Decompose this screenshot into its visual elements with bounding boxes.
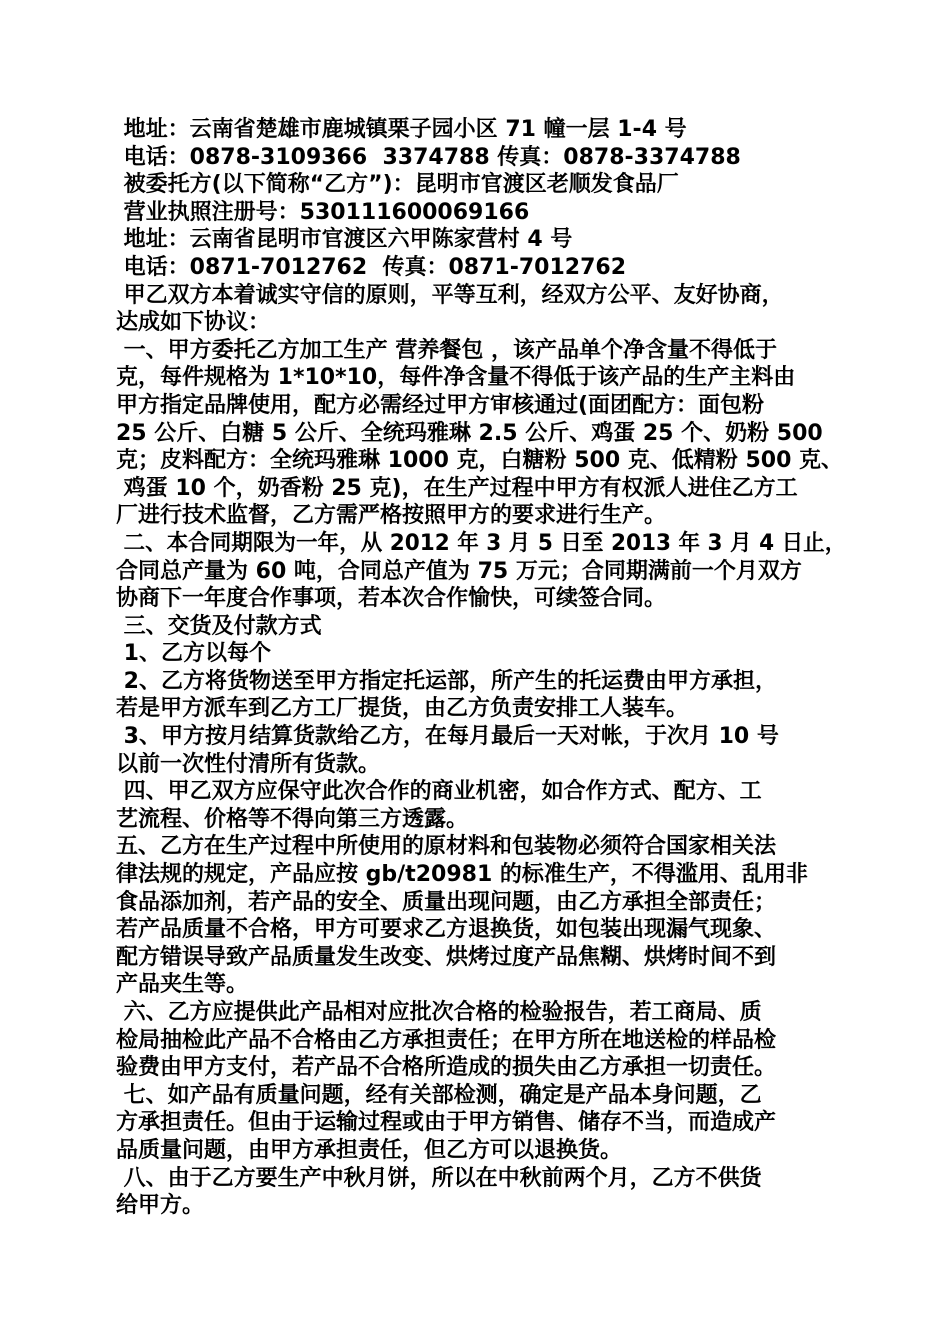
contract-text-line: 四、甲乙双方应保守此次合作的商业机密，如合作方式、配方、工 [116,779,762,805]
contract-text-line: 25 公斤、白糖 5 公斤、全统玛雅琳 2.5 公斤、鸡蛋 25 个、奶粉 500 [116,420,823,446]
contract-text-line: 二、本合同期限为一年，从 2012 年 3 月 5 日至 2013 年 3 月 4 日止， [116,530,847,556]
contract-text-line: 被委托方(以下简称“乙方”)：昆明市官渡区老顺发食品厂 [116,172,679,198]
contract-text-line: 协商下一年度合作事项，若本次合作愉快，可续签合同。 [116,586,667,612]
contract-text-line: 七、如产品有质量问题，经有关部检测，确定是产品本身问题，乙 [116,1082,762,1108]
contract-text-line: 品质量问题，由甲方承担责任，但乙方可以退换货。 [116,1137,623,1163]
contract-text-line: 若产品质量不合格，甲方可要求乙方退换货，如包装出现漏气现象、 [116,917,777,943]
contract-text-line: 若是甲方派车到乙方工厂提货，由乙方负责安排工人装车。 [116,696,689,722]
contract-text-line: 艺流程、价格等不得向第三方透露。 [116,806,469,832]
contract-text-line: 律法规的规定，产品应按 gb/t20981 的标准生产，不得滥用、乱用非 [116,862,808,888]
contract-text-line: 六、乙方应提供此产品相对应批次合格的检验报告，若工商局、质 [116,1000,762,1025]
contract-text-line: 鸡蛋 10 个，奶香粉 25 克)，在生产过程中甲方有权派人进住乙方工 [116,475,798,501]
contract-text-line: 营业执照注册号：530111600069166 [116,199,530,225]
contract-text-line: 克；皮料配方：全统玛雅琳 1000 克，白糖粉 500 克、低精粉 500 克、 [116,448,844,474]
contract-text-line: 地址：云南省楚雄市鹿城镇栗子园小区 71 幢一层 1-4 号 [116,117,687,142]
contract-text-line: 1、乙方以每个 [116,641,271,667]
contract-text-line: 达成如下协议： [116,310,271,336]
contract-text-line: 克，每件规格为 1*10*10，每件净含量不得低于该产品的生产主料由 [116,365,796,391]
contract-text-line: 验费由甲方支付，若产品不合格所造成的损失由乙方承担一切责任。 [116,1055,777,1081]
contract-text-line: 配方错误导致产品质量发生改变、烘烤过度产品焦糊、烘烤时间不到 [116,944,777,970]
contract-text-line: 2、乙方将货物送至甲方指定托运部，所产生的托运费由甲方承担， [116,668,777,694]
contract-text-line: 产品夹生等。 [116,972,249,998]
contract-text-line: 五、乙方在生产过程中所使用的原材料和包装物必须符合国家相关法 [116,834,777,860]
contract-text-line: 三、交货及付款方式 [116,613,322,639]
contract-text-line: 甲乙双方本着诚实守信的原则，平等互利，经双方公平、友好协商， [116,282,784,308]
contract-text-line: 方承担责任。但由于运输过程或由于甲方销售、储存不当，而造成产 [116,1110,777,1136]
contract-text-line: 地址：云南省昆明市官渡区六甲陈家营村 4 号 [116,227,573,253]
contract-text-line: 甲方指定品牌使用，配方必需经过甲方审核通过(面团配方：面包粉 [116,392,765,418]
contract-text-line: 合同总产量为 60 吨，合同总产值为 75 万元；合同期满前一个月双方 [116,558,802,584]
contract-text-line: 3、甲方按月结算货款给乙方，在每月最后一天对帐，于次月 10 号 [116,724,779,750]
contract-text-line: 电话：0878-3109366 3374788 传真：0878-3374788 [116,144,741,170]
contract-body [116,116,846,1220]
contract-text-line: 一、甲方委托乙方加工生产 营养餐包 ，该产品单个净含量不得低于 [116,337,777,363]
contract-text-line: 厂进行技术监督，乙方需严格按照甲方的要求进行生产。 [116,503,667,529]
contract-text-line: 以前一次性付清所有货款。 [116,751,381,777]
contract-text-line: 食品添加剂，若产品的安全、质量出现问题，由乙方承担全部责任； [116,889,777,915]
contract-text-line: 给甲方。 [116,1193,205,1219]
contract-text-line: 电话：0871-7012762 传真：0871-7012762 [116,254,627,280]
contract-text-line: 检局抽检此产品不合格由乙方承担责任；在甲方所在地送检的样品检 [116,1027,777,1053]
contract-text-line: 八、由于乙方要生产中秋月饼，所以在中秋前两个月，乙方不供货 [116,1165,762,1191]
